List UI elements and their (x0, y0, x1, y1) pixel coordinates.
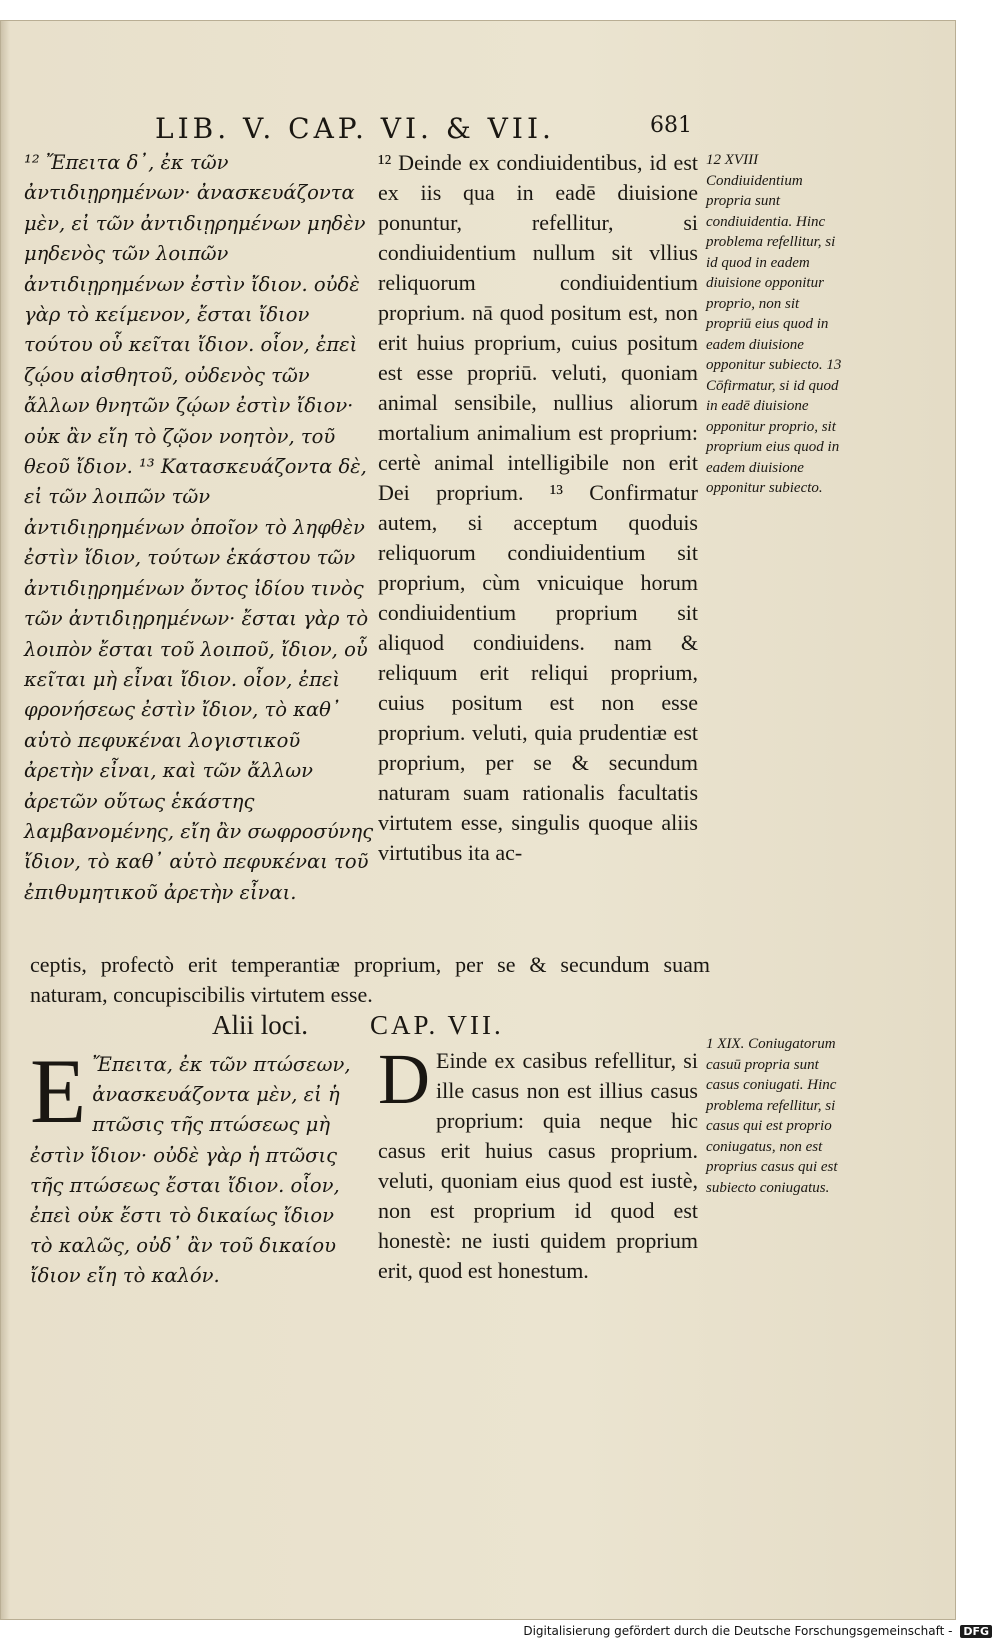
latin-column-2 (378, 1039, 698, 1286)
page-number: 681 (650, 113, 692, 138)
greek-text-2: Ἔπειτα, ἐκ τῶν πτώσεων, ἀνασκευάζοντα μὲν, εἰ ἡ πτῶσις τῆς πτώσεως μὴ ἐστὶν ἴδιον· οὐδὲ γὰρ ἡ πτῶσις τῆς πτώσεως ἔσται ἴδιον. οἷον, ἐπεὶ οὐκ ἔστι τὸ δικαίως ἴδιον τὸ καλῶς, οὐδ᾽ ἂν τοῦ δικαίου ἴδιον εἴη τὸ καλόν. (30, 1053, 351, 1288)
greek-text: ¹² Ἔπειτα δ᾽, ἐκ τῶν ἀντιδιῃρημένων· ἀνασκευάζοντα μὲν, εἰ τῶν ἀντιδιῃρημένων μηδὲν μηδενὸς τῶν λοιπῶν ἀντιδιῃρημένων ἐστὶν ἴδιον. οὐδὲ γὰρ τὸ κείμενον, ἔσται ἴδιον τούτου οὗ κεῖται ἴδιον. οἷον, ἐπεὶ ζῴου αἰσθητοῦ, οὐδενὸς τῶν ἄλλων θνητῶν ζῴων ἐστὶν ἴδιον· οὐκ ἂν εἴη τὸ ζῷον νοητὸν, τοῦ θεοῦ ἴδιον. ¹³ Κατασκευάζοντα δὲ, εἰ τῶν λοιπῶν τῶν ἀντιδιῃρημένων ὁποῖον τὸ ληφθὲν ἐστὶν ἴδιον, τούτων ἑκάστου τῶν ἀντιδιῃρημένων ὄντος ἰδίου τινὸς τῶν ἀντιδιῃρημένων· ἔσται γὰρ τὸ λοιπὸν ἔσται τοῦ λοιποῦ, ἴδιον, οὗ κεῖται μὴ εἶναι ἴδιον. οἷον, ἐπεὶ φρονήσεως ἐστὶν ἴδιον, τὸ καθ᾽ αὑτὸ πεφυκέναι λογιστικοῦ ἀρετὴν εἶναι, καὶ τῶν ἄλλων ἀρετῶν οὕτως ἑκάστης λαμβανομένης, εἴη ἂν σωφροσύνης ἴδιον, τὸ καθ᾽ αὑτὸ πεφυκέναι τοῦ ἐπιθυμητικοῦ ἀρετὴν εἶναι. (24, 151, 374, 904)
marginal-notes (706, 150, 846, 499)
latin-text: ¹² Deinde ex condiuidentibus, id est ex iis qua in eadē diuisione ponuntur, refellitur, si condiuidentium nullum sit vllius reliquorum condiuidentium proprium. nā quod positum est, non erit huius proprium, cuius positum est esse propriū. veluti, quoniam animal sensibile, nullius aliorum mortalium animalium est proprium: certè animal intelligibile non erit Dei proprium. ¹³ Confirmatur autem, si acceptum quoduis reliquorum condiuidentium sit proprium, cùm vnicuique horum condiuidentium proprium sit aliquod condiuidens. nam & reliquum erit reliqui proprium, cuius positum est non esse proprium. veluti, quia prudentiæ est proprium, per se & secundum naturam suam rationalis facultatis virtutem esse, singulis quoque aliis virtutibus ita ac- (378, 150, 698, 865)
footer-text: Digitalisierung gefördert durch die Deutsche Forschungsgemeinschaft - (523, 1624, 953, 1638)
latin-text-2: Einde ex casibus refellitur, si ille casus non est illius casus proprium: quia neque hic casus erit huius casus proprium. veluti, quoniam eius quod est iustè, non est proprium id quod est honestè: ne iusti quidem proprium erit, quod est honestum. (378, 1048, 698, 1283)
section-title-left: Alii loci. (212, 1010, 308, 1040)
marginal-note-text: 12 XVIII Condiuidentium propria sunt condiuidentia. Hinc problema refellitur, si id quod in eadem diuisione opponitur proprio, non sit propriū eius quod in eadem diuisione opponitur subiecto. 13 Cōfirmatur, si id quod in eadē diuisione opponitur proprio, sit proprium eius quod in eadem diuisione opponitur subiecto. (706, 152, 842, 496)
book-page (0, 20, 956, 1620)
full-width-continuation: ceptis, profectò erit temperantiæ proprium, per se & secundum suam naturam, concupiscibilis virtutem esse. (30, 952, 710, 1007)
latin-drop-initial: D (378, 1039, 430, 1119)
latin-column (378, 148, 698, 868)
marginal-note-text-2: 1 XIX. Coniugatorum casuū propria sunt casus coniugati. Hinc problema refellitur, si casus qui est proprio coniugatus, non est proprius casus qui est subiecto coniugatus. (706, 1036, 838, 1196)
greek-drop-initial: Ε (30, 1040, 87, 1142)
greek-column (24, 148, 374, 908)
marginal-notes-2 (706, 1034, 846, 1198)
greek-column-2 (30, 1040, 360, 1292)
dfg-logo: DFG (960, 1625, 992, 1638)
digitization-footer (523, 1624, 992, 1638)
chapter-title: CAP. VII. (370, 1010, 504, 1040)
running-header: LIB. V. CAP. VI. & VII. (155, 112, 555, 145)
